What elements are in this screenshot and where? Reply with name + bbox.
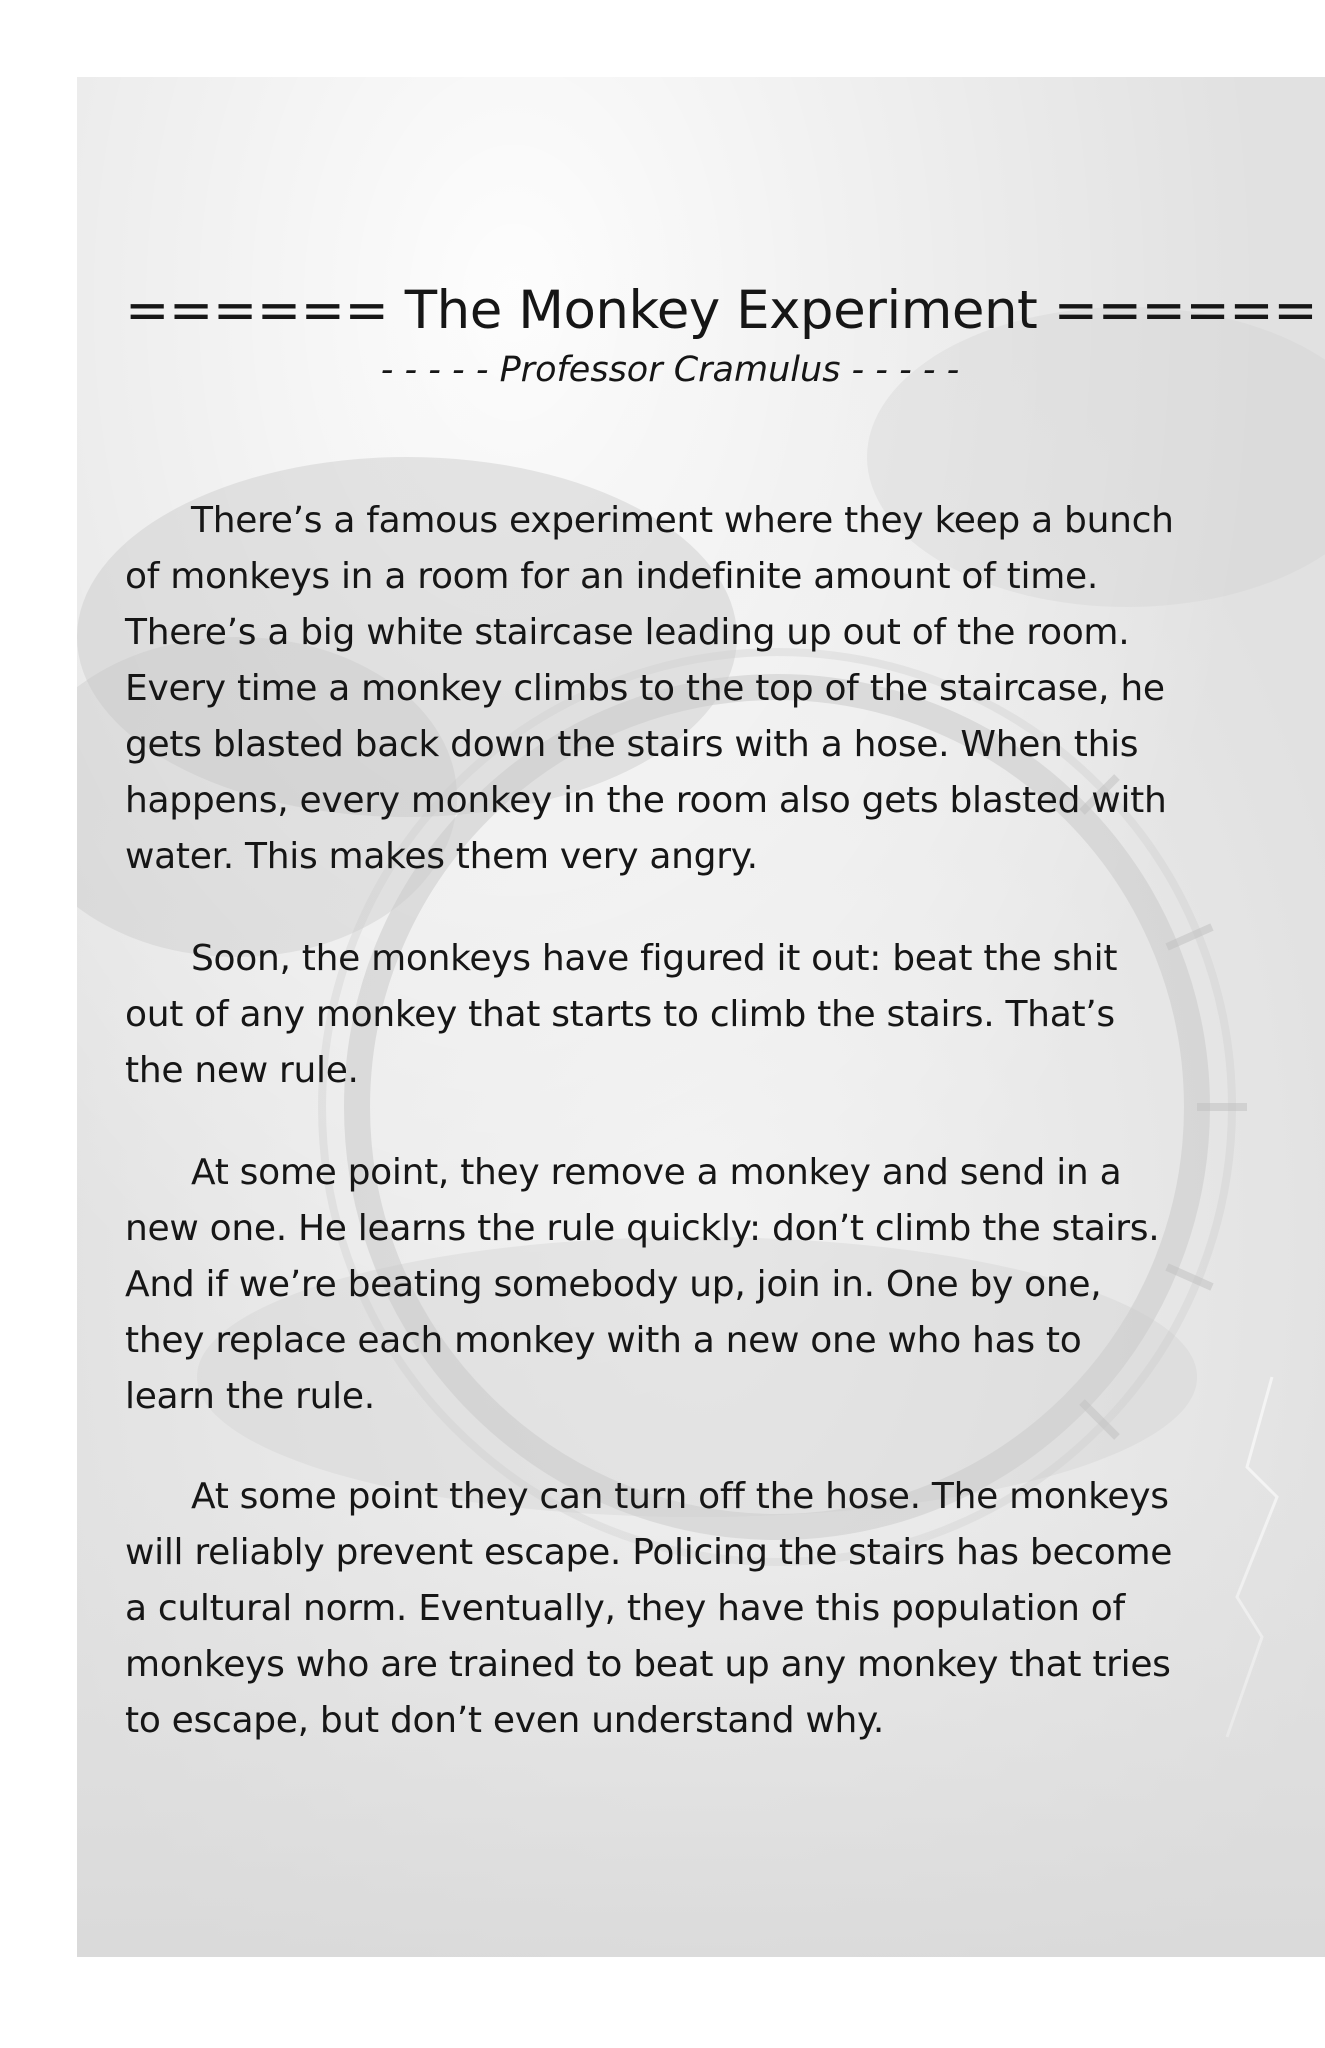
paragraph-2 (125, 931, 1285, 1099)
document-page (77, 77, 1325, 1957)
article-author: - - - - - Professor Cramulus - - - - - (380, 350, 960, 390)
text-line: learn the rule. (125, 1376, 375, 1417)
text-line: water. This makes them very angry. (125, 836, 758, 877)
text-line: new one. He learns the rule quickly: don’t climb the stairs. (125, 1208, 1160, 1249)
text-line: gets blasted back down the stairs with a hose. When this (125, 724, 1139, 765)
text-line: At some point they can turn off the hose. The monkeys (191, 1476, 1169, 1517)
text-line: out of any monkey that starts to climb the stairs. That’s (125, 994, 1115, 1035)
text-line: will reliably prevent escape. Policing the stairs has become (125, 1532, 1173, 1573)
text-line: they replace each monkey with a new one who has to (125, 1320, 1082, 1361)
text-line: to escape, but don’t even understand why. (125, 1700, 885, 1741)
text-line: There’s a big white staircase leading up out of the room. (125, 612, 1130, 653)
text-line: And if we’re beating somebody up, join in. One by one, (125, 1264, 1102, 1305)
text-line: happens, every monkey in the room also gets blasted with (125, 780, 1167, 821)
article-title: ====== The Monkey Experiment ====== (125, 280, 1318, 341)
paragraph-1 (125, 493, 1285, 885)
paragraph-3 (125, 1145, 1285, 1425)
text-line: of monkeys in a room for an indefinite amount of time. (125, 556, 1098, 597)
paragraph-4 (125, 1469, 1285, 1749)
text-line: Soon, the monkeys have figured it out: beat the shit (191, 938, 1118, 979)
text-line: Every time a monkey climbs to the top of the staircase, he (125, 668, 1165, 709)
text-line: At some point, they remove a monkey and send in a (191, 1152, 1122, 1193)
text-line: There’s a famous experiment where they keep a bunch (191, 500, 1174, 541)
text-line: monkeys who are trained to beat up any monkey that tries (125, 1644, 1171, 1685)
text-line: the new rule. (125, 1050, 359, 1091)
text-line: a cultural norm. Eventually, they have this population of (125, 1588, 1125, 1629)
